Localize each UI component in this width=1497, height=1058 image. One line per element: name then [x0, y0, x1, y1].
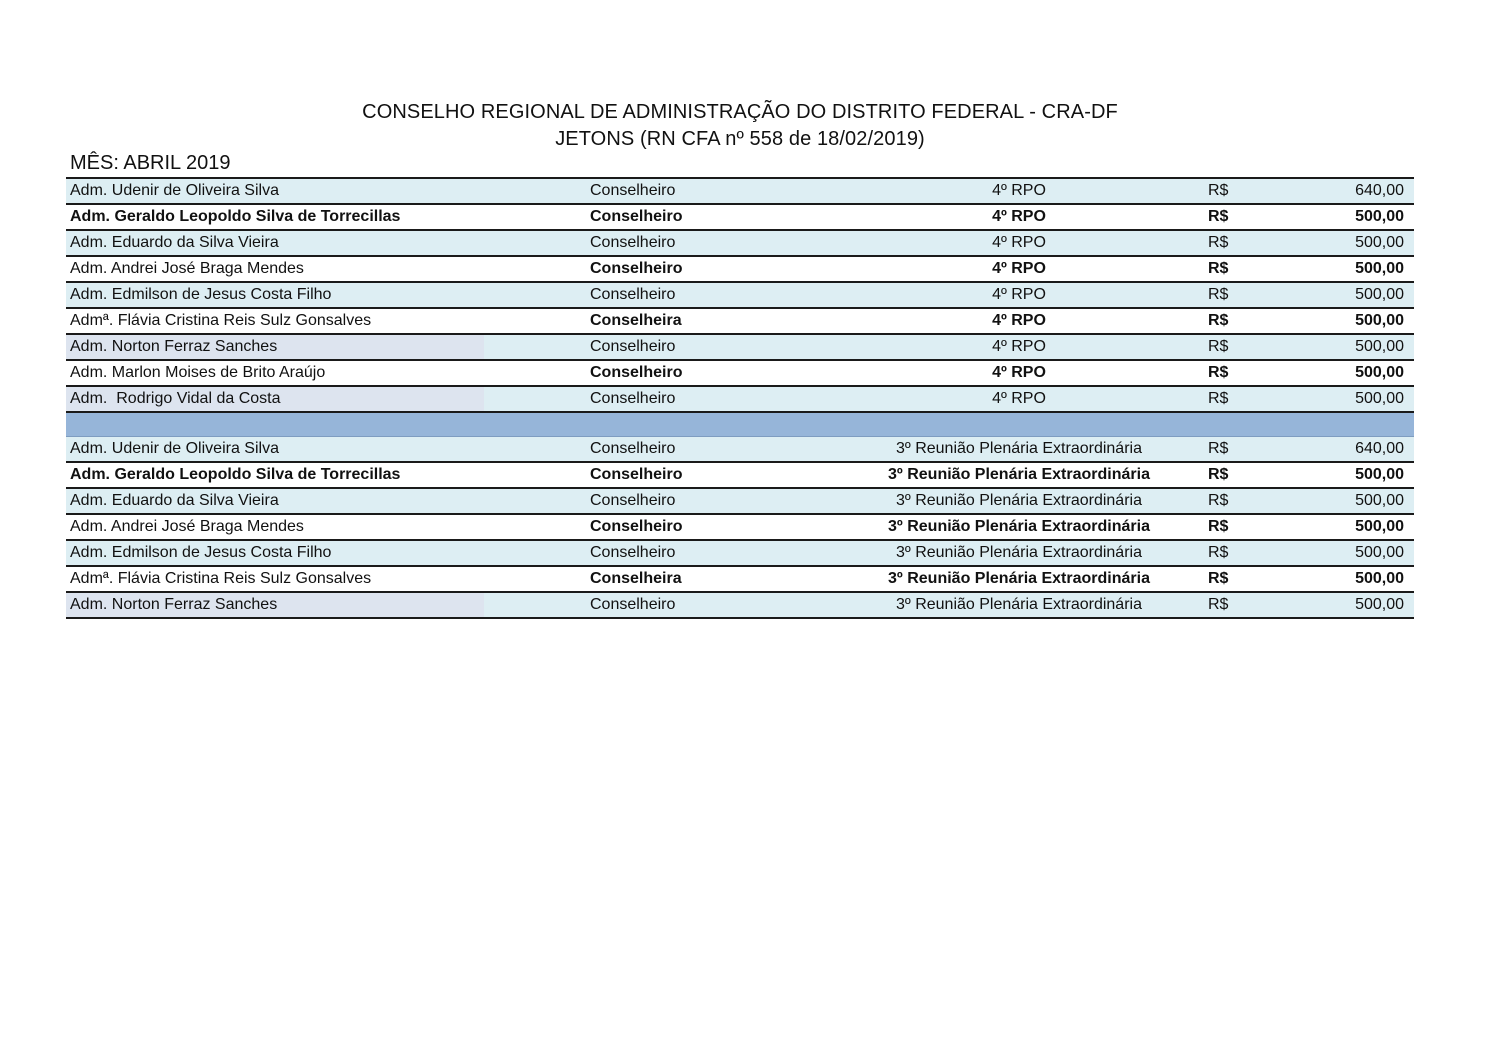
member-role: Conselheira: [590, 312, 682, 329]
table-row: [66, 205, 1414, 231]
table-row: [66, 437, 1414, 463]
table-row: [66, 361, 1414, 387]
session-name: 3º Reunião Plenária Extraordinária: [888, 570, 1150, 587]
member-role: Conselheiro: [590, 596, 676, 613]
member-role: Conselheiro: [590, 544, 676, 561]
amount-value: 500,00: [1355, 570, 1404, 587]
member-role: Conselheiro: [590, 492, 676, 509]
member-name: Adm. Rodrigo Vidal da Costa: [66, 387, 484, 411]
session-name: 3º Reunião Plenária Extraordinária: [888, 466, 1150, 483]
member-name: Adm. Norton Ferraz Sanches: [66, 335, 484, 359]
session-name: 4º RPO: [992, 260, 1046, 277]
table-row: [66, 489, 1414, 515]
member-role: Conselheiro: [590, 260, 683, 277]
session-name: 3º Reunião Plenária Extraordinária: [896, 596, 1142, 613]
member-role: Conselheiro: [590, 208, 683, 225]
member-role: Conselheiro: [590, 338, 676, 355]
currency-symbol: R$: [1208, 570, 1229, 587]
currency-symbol: R$: [1208, 208, 1229, 225]
session-name: 4º RPO: [992, 182, 1046, 199]
document-title: CONSELHO REGIONAL DE ADMINISTRAÇÃO DO DISTRITO FEDERAL - CRA-DF: [362, 101, 1118, 123]
table-row: [66, 283, 1414, 309]
member-name: Adm. Andrei José Braga Mendes: [70, 518, 304, 535]
member-role: Conselheiro: [590, 286, 676, 303]
table-row: [66, 231, 1414, 257]
amount-value: 500,00: [1355, 208, 1404, 225]
member-name: Admª. Flávia Cristina Reis Sulz Gonsalves: [70, 312, 372, 329]
member-name: Adm. Udenir de Oliveira Silva: [70, 182, 279, 199]
table-row: [66, 541, 1414, 567]
member-name: Adm. Edmilson de Jesus Costa Filho: [70, 286, 332, 303]
table-row: [66, 257, 1414, 283]
session-name: 4º RPO: [992, 312, 1046, 329]
currency-symbol: R$: [1208, 260, 1229, 277]
member-name: Adm. Eduardo da Silva Vieira: [70, 234, 279, 251]
session-name: 4º RPO: [992, 286, 1046, 303]
currency-symbol: R$: [1208, 518, 1229, 535]
amount-value: 500,00: [1355, 260, 1404, 277]
member-name: Adm. Andrei José Braga Mendes: [70, 260, 304, 277]
currency-symbol: R$: [1208, 492, 1229, 509]
amount-value: 500,00: [1355, 364, 1404, 381]
table-row: [66, 335, 1414, 361]
amount-value: 640,00: [1355, 440, 1404, 457]
currency-symbol: R$: [1208, 440, 1229, 457]
amount-value: 500,00: [1355, 338, 1404, 355]
member-role: Conselheiro: [590, 182, 676, 199]
table-row: [66, 309, 1414, 335]
session-name: 4º RPO: [992, 364, 1046, 381]
month-label: MÊS: ABRIL 2019: [70, 152, 231, 174]
session-name: 4º RPO: [992, 390, 1046, 407]
session-name: 3º Reunião Plenária Extraordinária: [896, 440, 1142, 457]
currency-symbol: R$: [1208, 390, 1229, 407]
session-name: 3º Reunião Plenária Extraordinária: [896, 544, 1142, 561]
currency-symbol: R$: [1208, 286, 1229, 303]
session-name: 3º Reunião Plenária Extraordinária: [888, 518, 1150, 535]
currency-symbol: R$: [1208, 312, 1229, 329]
currency-symbol: R$: [1208, 364, 1229, 381]
section-separator: [66, 413, 1414, 437]
currency-symbol: R$: [1208, 182, 1229, 199]
member-name: Adm. Edmilson de Jesus Costa Filho: [70, 544, 332, 561]
member-name: Adm. Geraldo Leopoldo Silva de Torrecillas: [70, 466, 401, 483]
amount-value: 500,00: [1355, 286, 1404, 303]
member-role: Conselheiro: [590, 440, 676, 457]
member-role: Conselheiro: [590, 234, 676, 251]
amount-value: 500,00: [1355, 312, 1404, 329]
table-row: [66, 463, 1414, 489]
member-name: Admª. Flávia Cristina Reis Sulz Gonsalves: [70, 570, 372, 587]
member-role: Conselheiro: [590, 364, 683, 381]
amount-value: 640,00: [1355, 182, 1404, 199]
table-row: [66, 567, 1414, 593]
table-row: [66, 179, 1414, 205]
session-name: 4º RPO: [992, 208, 1046, 225]
member-role: Conselheiro: [590, 518, 683, 535]
session-name: 3º Reunião Plenária Extraordinária: [896, 492, 1142, 509]
amount-value: 500,00: [1355, 390, 1404, 407]
amount-value: 500,00: [1355, 234, 1404, 251]
currency-symbol: R$: [1208, 234, 1229, 251]
session-name: 4º RPO: [992, 338, 1046, 355]
amount-value: 500,00: [1355, 466, 1404, 483]
table-row: [66, 387, 1414, 413]
member-name: Adm. Geraldo Leopoldo Silva de Torrecillas: [70, 208, 401, 225]
member-name: Adm. Marlon Moises de Brito Araújo: [70, 364, 326, 381]
document-subtitle: JETONS (RN CFA nº 558 de 18/02/2019): [555, 128, 925, 150]
member-role: Conselheira: [590, 570, 682, 587]
amount-value: 500,00: [1355, 492, 1404, 509]
member-role: Conselheiro: [590, 390, 676, 407]
currency-symbol: R$: [1208, 466, 1229, 483]
currency-symbol: R$: [1208, 338, 1229, 355]
member-role: Conselheiro: [590, 466, 683, 483]
table-row: [66, 593, 1414, 619]
member-name: Adm. Norton Ferraz Sanches: [66, 593, 484, 617]
amount-value: 500,00: [1355, 596, 1404, 613]
session-name: 4º RPO: [992, 234, 1046, 251]
currency-symbol: R$: [1208, 596, 1229, 613]
member-name: Adm. Udenir de Oliveira Silva: [70, 440, 279, 457]
currency-symbol: R$: [1208, 544, 1229, 561]
amount-value: 500,00: [1355, 518, 1404, 535]
amount-value: 500,00: [1355, 544, 1404, 561]
jetons-table: [66, 177, 1414, 619]
member-name: Adm. Eduardo da Silva Vieira: [70, 492, 279, 509]
table-row: [66, 515, 1414, 541]
